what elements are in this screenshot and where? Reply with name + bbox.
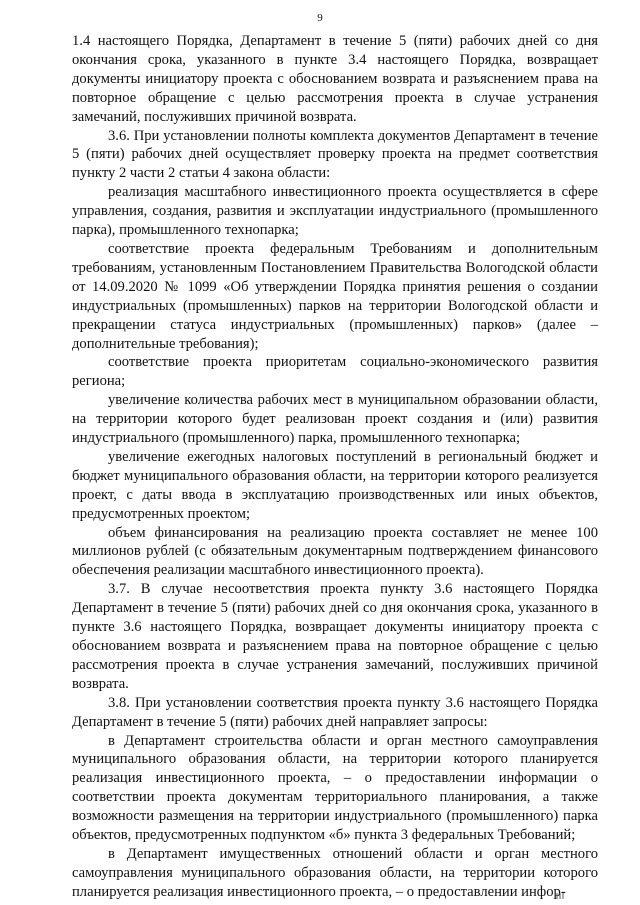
paragraph: в Департамент имущественных отношений области и орган местного самоуправления муниципального образования области, на территории которого планируется реализация инвестиционного проекта, – о предоставлении инфор-	[72, 845, 598, 900]
paragraph: объем финансирования на реализацию проекта составляет не менее 100 миллионов рублей (с обязательным документарным подтверждением финансового обеспечения реализации масштабного инвестиционного проекта).	[72, 524, 598, 579]
paragraph: в Департамент строительства области и орган местного самоуправления муниципального образования области, на территории которого планируется реализация инвестиционного проекта, – о предоставлении информации о соответствии проекта документам территориального планирования, а также возможности размещения на территории индустриального (промышленного) парка объектов, предусмотренных подпунктом «б» пункта 3 федеральных Требований;	[72, 732, 598, 844]
paragraph: увеличение количества рабочих мест в муниципальном образовании области, на территории которого будет реализован проект создания и (или) развития индустриального (промышленного) парка, промышленного технопарка;	[72, 392, 598, 447]
paragraph: соответствие проекта приоритетам социально-экономического развития региона;	[72, 354, 598, 390]
scan-tick-icon	[556, 893, 570, 899]
paragraph: соответствие проекта федеральным Требованиям и дополнительным требованиям, установленным Постановлением Правительства Вологодской области от 14.09.2020 № 1099 «Об утверждении Порядка принятия решения о создании индустриальных (промышленных) парков на территории Вологодской области и прекращении статуса индустриальных (промышленных) парков» (далее – дополнительные требования);	[72, 240, 598, 352]
page-number: 9	[317, 12, 323, 24]
paragraph: 3.7. В случае несоответствия проекта пункту 3.6 настоящего Порядка Департамент в течение 5 (пяти) рабочих дней со дня окончания срока, указанного в пункте 3.6 настоящего Порядка, возвращает документы инициатору проекта с обоснованием возврата и разъяснением права на повторное обращение с целью рассмотрения проекта в случае устранения замечаний, послуживших причиной возврата.	[72, 581, 598, 692]
paragraph: 1.4 настоящего Порядка, Департамент в течение 5 (пяти) рабочих дней со дня окончания срока, указанного в пункте 3.4 настоящего Порядка, возвращает документы инициатору проекта с обоснованием возврата и разъяснением права на повторное обращение с целью рассмотрения проекта в случае устранения замечаний, послуживших причиной возврата.	[72, 33, 598, 125]
paragraph: 3.8. При установлении соответствия проекта пункту 3.6 настоящего Порядка Департамент в течение 5 (пяти) рабочих дней направляет запросы:	[72, 694, 598, 730]
scan-mark	[556, 893, 570, 901]
paragraph: увеличение ежегодных налоговых поступлений в региональный бюджет и бюджет муниципального образования области, на территории которого реализуется проект, с даты ввода в эксплуатацию производственных или иных объектов, предусмотренных проектом;	[72, 448, 598, 522]
document-body	[72, 32, 598, 902]
paragraph: 3.6. При установлении полноты комплекта документов Департамент в течение 5 (пяти) рабочих дней осуществляет проверку проекта на предмет соответствия пункту 2 части 2 статьи 4 закона области:	[72, 127, 598, 182]
paragraph: реализация масштабного инвестиционного проекта осуществляется в сфере управления, создания, развития и эксплуатации индустриального (промышленного парка), промышленного технопарка;	[72, 184, 598, 239]
